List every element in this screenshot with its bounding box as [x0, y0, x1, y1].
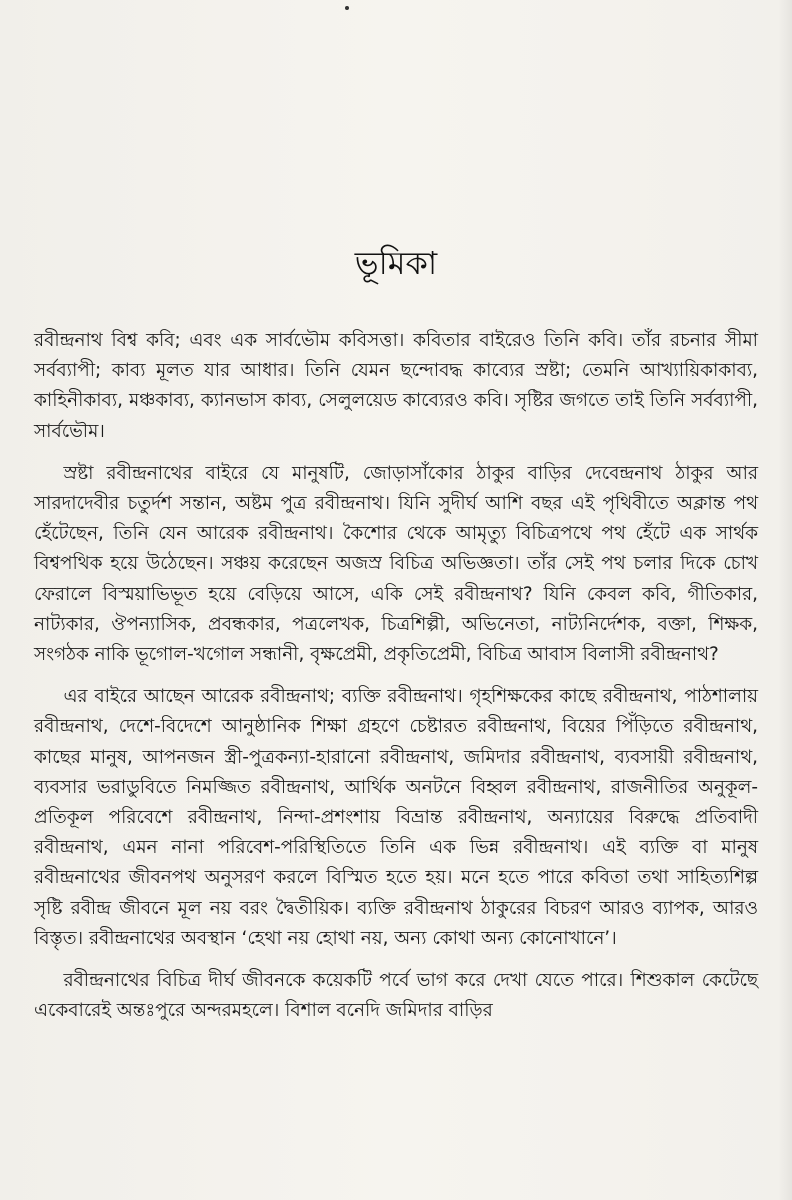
paragraph-2: স্রষ্টা রবীন্দ্রনাথের বাইরে যে মানুষটি, জোড়াসাঁকোর ঠাকুর বাড়ির দেবেন্দ্রনাথ ঠাকুর আর সারদাদেবীর চতুর্দশ সন্তান, অষ্টম পুত্র রবীন্দ্রনাথ। যিনি সুদীর্ঘ আশি বছর এই পৃথিবীতে অক্লান্ত পথ হেঁটেছেন, তিনি যেন আরেক রবীন্দ্রনাথ। কৈশোর থেকে আমৃত্যু বিচিত্রপথে পথ হেঁটে এক সার্থক বিশ্বপথিক হয়ে উঠেছেন। সঞ্চয় করেছেন অজস্র বিচিত্র অভিজ্ঞতা। তাঁর সেই পথ চলার দিকে চোখ ফেরালে বিস্ময়াভিভূত হয়ে বেড়িয়ে আসে, একি সেই রবীন্দ্রনাথ? যিনি কেবল কবি, গীতিকার, নাট্যকার, ঔপন্যাসিক, প্রবন্ধকার, পত্রলেখক, চিত্রশিল্পী, অভিনেতা, নাট্যনির্দেশক, বক্তা, শিক্ষক, সংগঠক নাকি ভূগোল-খগোল সন্ধানী, বৃক্ষপ্রেমী, প্রকৃতিপ্রেমী, বিচিত্র আবাস বিলাসী রবীন্দ্রনাথ?: [34, 462, 758, 666]
page-edge-shadow: [778, 0, 792, 1200]
page-speck: [345, 6, 349, 10]
paragraph-1: রবীন্দ্রনাথ বিশ্ব কবি; এবং এক সার্বভৌম কবিসত্তা। কবিতার বাইরেও তিনি কবি। তাঁর রচনার সীমা সর্বব্যাপী; কাব্য মূলত যার আধার। তিনি যেমন ছন্দোবদ্ধ কাব্যের স্রষ্টা; তেমনি আখ্যায়িকাকাব্য, কাহিনীকাব্য, মঞ্চকাব্য, ক্যানভাস কাব্য, সেলুলয়েড কাব্যেরও কবি। সৃষ্টির জগতে তাই তিনি সর্বব্যাপী, সার্বভৌম।: [34, 330, 758, 442]
paragraph-4: রবীন্দ্রনাথের বিচিত্র দীর্ঘ জীবনকে কয়েকটি পর্বে ভাগ করে দেখা যেতে পারে। শিশুকাল কেটেছে একেবারেই অন্তঃপুরে অন্দরমহলে। বিশাল বনেদি জমিদার বাড়ির: [34, 970, 758, 1022]
page-title: ভূমিকা: [354, 244, 438, 282]
body-text: [34, 326, 758, 1038]
paragraph-3: এর বাইরে আছেন আরেক রবীন্দ্রনাথ; ব্যক্তি রবীন্দ্রনাথ। গৃহশিক্ষকের কাছে রবীন্দ্রনাথ, পাঠশালায় রবীন্দ্রনাথ, দেশে-বিদেশে আনুষ্ঠানিক শিক্ষা গ্রহণে চেষ্টারত রবীন্দ্রনাথ, বিয়ের পিঁড়িতে রবীন্দ্রনাথ, কাছের মানুষ, আপনজন স্ত্রী-পুত্রকন্যা-হারানো রবীন্দ্রনাথ, জমিদার রবীন্দ্রনাথ, ব্যবসায়ী রবীন্দ্রনাথ, ব্যবসার ভরাডুবিতে নিমজ্জিত রবীন্দ্রনাথ, আর্থিক অনটনে বিহ্বল রবীন্দ্রনাথ, রাজনীতির অনুকূল-প্রতিকূল পরিবেশে রবীন্দ্রনাথ, নিন্দা-প্রশংশায় বিভ্রান্ত রবীন্দ্রনাথ, অন্যায়ের বিরুদ্ধে প্রতিবাদী রবীন্দ্রনাথ, এমন নানা পরিবেশ-পরিস্থিতিতে তিনি এক ভিন্ন রবীন্দ্রনাথ। এই ব্যক্তি বা মানুষ রবীন্দ্রনাথের জীবনপথ অনুসরণ করলে বিস্মিত হতে হয়। মনে হতে পারে কবিতা তথা সাহিত্যশিল্প সৃষ্টি রবীন্দ্র জীবনে মূল নয় বরং দ্বৈতীয়িক। ব্যক্তি রবীন্দ্রনাথ ঠাকুরের বিচরণ আরও ব্যাপক, আরও বিস্তৃত। রবীন্দ্রনাথের অবস্থান ‘হেথা নয় হোথা নয়, অন্য কোথা অন্য কোনোখানে’।: [34, 686, 758, 949]
